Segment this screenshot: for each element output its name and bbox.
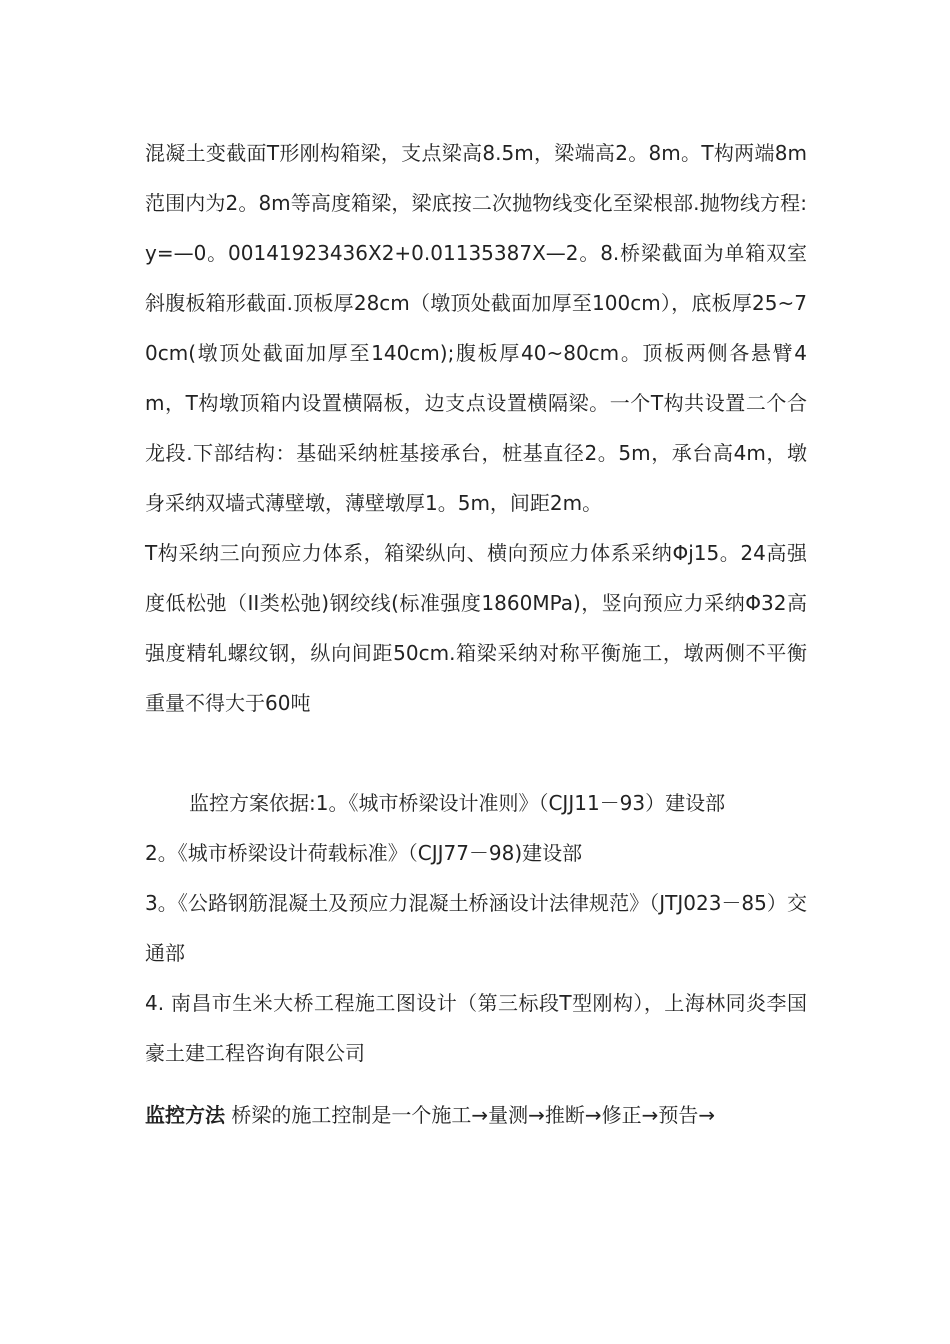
- monitoring-basis-paragraph: 监控方案依据:1。《城市桥梁设计准则》（CJJ11－93）建设部: [189, 791, 726, 815]
- monitoring-method-body: 桥梁的施工控制是一个施工→量测→推断→修正→预告→: [225, 1103, 716, 1127]
- document-page: [145, 128, 807, 1140]
- monitoring-method-heading: 监控方法: [145, 1103, 225, 1127]
- basis-item-3: 3。《公路钢筋混凝土及预应力混凝土桥涵设计法律规范》（JTJ023－85）交通部: [145, 891, 807, 965]
- structure-description-paragraph: 混凝土变截面T形刚构箱梁，支点梁高8.5m，梁端高2。8m。T构两端8m范围内为2。8m等高度箱梁，梁底按二次抛物线变化至梁根部.抛物线方程:y=—0。00141923436X2+0.01135387X—2。8.桥梁截面为单箱双室斜腹板箱形截面.顶板厚28cm（墩顶处截面加厚至100cm），底板厚25~70cm(墩顶处截面加厚至140cm);腹板厚40~80cm。顶板两侧各悬臂4m，T构墩顶箱内设置横隔板，边支点设置横隔梁。一个T构共设置二个合龙段.下部结构：基础采纳桩基接承台，桩基直径2。5m，承台高4m，墩身采纳双墙式薄壁墩，薄壁墩厚1。5m，间距2m。: [145, 141, 807, 515]
- basis-item-4: 4. 南昌市生米大桥工程施工图设计（第三标段T型刚构），上海林同炎李国豪土建工程咨询有限公司: [145, 991, 807, 1065]
- basis-item-2: 2。《城市桥梁设计荷载标准》（CJJ77－98)建设部: [145, 841, 583, 865]
- prestress-system-paragraph: T构采纳三向预应力体系，箱梁纵向、横向预应力体系采纳Φj15。24高强度低松弛（II类松弛)钢绞线(标准强度1860MPa)，竖向预应力采纳Φ32高强度精轧螺纹钢，纵向间距50cm.箱梁采纳对称平衡施工，墩两侧不平衡重量不得大于60吨: [145, 541, 807, 715]
- monitoring-method-paragraph: [145, 1090, 807, 1140]
